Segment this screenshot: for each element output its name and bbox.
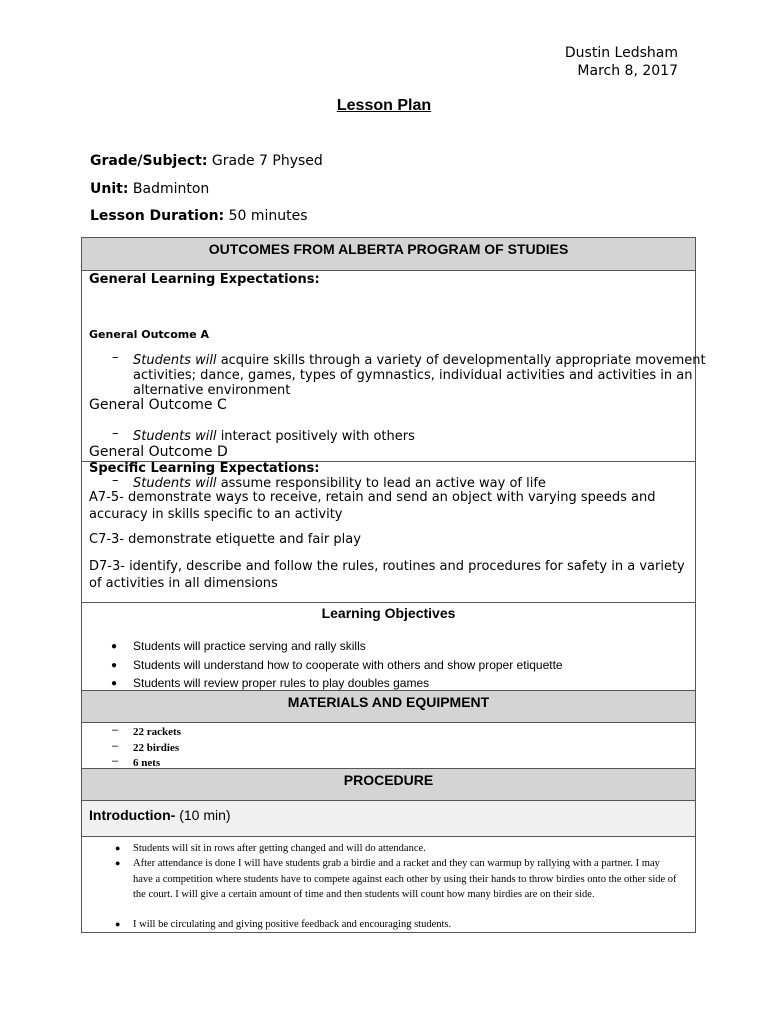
materials-heading <box>82 691 695 723</box>
specific-item-c: C7-3- demonstrate etiquette and fair play <box>89 532 361 547</box>
dash-marker: – <box>112 426 119 441</box>
material-item: – 22 birdies <box>112 740 180 754</box>
bullet-icon: ● <box>111 660 118 671</box>
lesson-table <box>81 237 706 933</box>
outcomes-heading <box>82 238 695 271</box>
outcome-c-label: General Outcome C <box>89 397 227 413</box>
bullet-icon: ● <box>115 843 121 853</box>
dash-marker: – <box>112 740 119 752</box>
unit-label: Unit: <box>90 181 129 197</box>
duration-value: 50 minutes <box>228 208 308 224</box>
objectives-heading: Learning Objectives <box>321 605 456 621</box>
procedure-heading <box>82 769 695 801</box>
materials-heading-text: MATERIALS AND EQUIPMENT <box>287 694 490 710</box>
introduction-label: Introduction- <box>89 807 176 823</box>
outcome-a-item <box>82 350 733 398</box>
duration-line <box>90 208 308 224</box>
bullet-icon: ● <box>111 641 118 652</box>
grade-value: Grade 7 Physed <box>211 153 323 169</box>
procedure-item: ● I will be circulating and giving positive feedback and encouraging students. <box>82 917 695 933</box>
unit-value: Badminton <box>132 181 210 197</box>
introduction-line <box>89 807 231 823</box>
grade-subject-line <box>90 153 323 169</box>
bullet-icon: ● <box>115 858 121 868</box>
page-title: Lesson Plan <box>336 97 432 114</box>
unit-line <box>90 181 209 197</box>
specific-item-d: D7-3- identify, describe and follow the rules, routines and procedures for safety in a variety of activities in all dimensions <box>89 559 685 591</box>
outcome-d-item-text: assume responsibility to lead an active way of life <box>216 476 546 491</box>
outcome-c-item-text: interact positively with others <box>216 429 415 444</box>
outcome-d-item-prefix: Students will <box>133 476 217 491</box>
outcome-a-item-prefix: Students will <box>133 353 217 368</box>
procedure-item: ● After attendance is done I will have students grab a birdie and a racket and they can warmup by rallying with a partner. I may have a competition where students have to compete against each other by using their hands to throw birdies onto the other side of the court. I will give a certain amount of time and then students will count how many birdies are on their side. <box>115 858 677 900</box>
author-block <box>565 44 678 80</box>
grade-label: Grade/Subject: <box>90 153 208 169</box>
procedure-item: ● Students will sit in rows after getting changed and will do attendance. <box>82 841 695 857</box>
objective-item: ● Students will practice serving and rally skills <box>111 639 366 653</box>
bullet-icon: ● <box>115 919 121 929</box>
objective-item: ● Students will understand how to cooperate with others and show proper etiquette <box>111 658 563 672</box>
introduction-time: (10 min) <box>175 807 231 823</box>
specific-expectations-cell <box>82 462 695 603</box>
outcome-d-label: General Outcome D <box>89 444 228 460</box>
outcome-c-item <box>82 426 733 444</box>
outcome-a-label: General Outcome A <box>89 328 210 341</box>
outcome-c-item-prefix: Students will <box>133 429 217 444</box>
outcome-a-item-text: acquire skills through a variety of developmentally appropriate movement activities; dance, games, types of gymnastics, individual activities and activities in an alternative environment <box>133 353 706 398</box>
procedure-cell <box>82 837 695 932</box>
outcomes-heading-text: OUTCOMES FROM ALBERTA PROGRAM OF STUDIES <box>208 241 569 257</box>
duration-label: Lesson Duration: <box>90 208 225 224</box>
bullet-icon: ● <box>111 678 118 689</box>
material-item: – 6 nets <box>112 755 161 769</box>
materials-cell <box>82 723 695 769</box>
dash-marker: – <box>112 755 119 767</box>
dash-marker: – <box>112 724 119 736</box>
procedure-heading-text: PROCEDURE <box>343 772 434 788</box>
dash-marker: – <box>112 350 119 365</box>
material-item: – 22 rackets <box>112 724 181 738</box>
specific-item-a: A7-5- demonstrate ways to receive, retain and send an object with varying speeds and accuracy in skills specific to an activity <box>89 490 656 522</box>
objective-item: ● Students will review proper rules to play doubles games <box>111 676 430 690</box>
gle-label: General Learning Expectations: <box>89 272 320 287</box>
sle-label: Specific Learning Expectations: <box>89 461 320 476</box>
author-name: Dustin Ledsham <box>564 45 678 61</box>
document-date: March 8, 2017 <box>577 63 678 79</box>
introduction-cell <box>82 801 695 837</box>
objectives-cell <box>82 603 695 691</box>
dash-marker: – <box>112 473 119 488</box>
